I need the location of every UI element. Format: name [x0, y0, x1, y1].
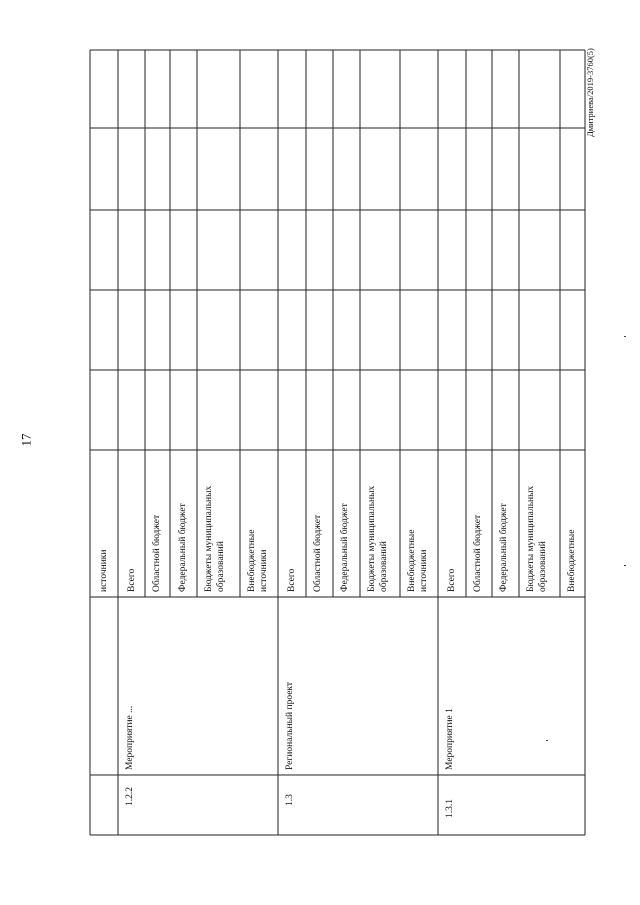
source-municipal-line1: Бюджеты муниципальных [367, 485, 377, 592]
source-municipal-line2: образований [379, 541, 389, 592]
header-sources-cell: источники [99, 549, 109, 592]
source-total: Всего [287, 568, 297, 592]
source-federal: Федеральный бюджет [340, 503, 350, 592]
source-federal: Федеральный бюджет [178, 503, 188, 592]
source-municipal-line2: образований [538, 541, 548, 592]
row-code: 1.3 [285, 794, 295, 806]
document-code: Дмитриева/2019-3760(5) [585, 48, 595, 137]
source-extrabudget-line1: Внебюджетные [247, 529, 257, 592]
row-code: 1.3.1 [445, 799, 455, 818]
source-regional: Областной бюджет [152, 514, 162, 592]
row-name: Региональный проект [285, 681, 295, 770]
source-extrabudget-line2: источники [419, 549, 429, 592]
scan-speck [624, 336, 626, 337]
scan-speck [624, 565, 626, 566]
source-municipal [203, 486, 227, 592]
row-code: 1.2.2 [125, 787, 135, 806]
source-extrabudget [406, 530, 430, 592]
source-extrabudget-line2: источники [259, 549, 269, 592]
source-municipal-line1: Бюджеты муниципальных [204, 485, 214, 592]
source-regional: Областной бюджет [313, 514, 323, 592]
source-extrabudget: Внебюджетные [567, 529, 577, 592]
source-municipal [525, 486, 549, 592]
source-municipal [366, 486, 390, 592]
source-extrabudget [246, 530, 270, 592]
row-name: Мероприятие ... [125, 705, 135, 770]
source-federal: Федеральный бюджет [499, 503, 509, 592]
source-total: Всего [127, 568, 137, 592]
source-municipal-line1: Бюджеты муниципальных [526, 485, 536, 592]
source-extrabudget-line1: Внебюджетные [407, 529, 417, 592]
scan-speck [546, 740, 548, 741]
page-number: 17 [18, 433, 34, 447]
source-municipal-line2: образований [216, 541, 226, 592]
row-name: Мероприятие 1 [445, 708, 455, 770]
source-total: Всего [447, 568, 457, 592]
source-regional: Областной бюджет [473, 514, 483, 592]
